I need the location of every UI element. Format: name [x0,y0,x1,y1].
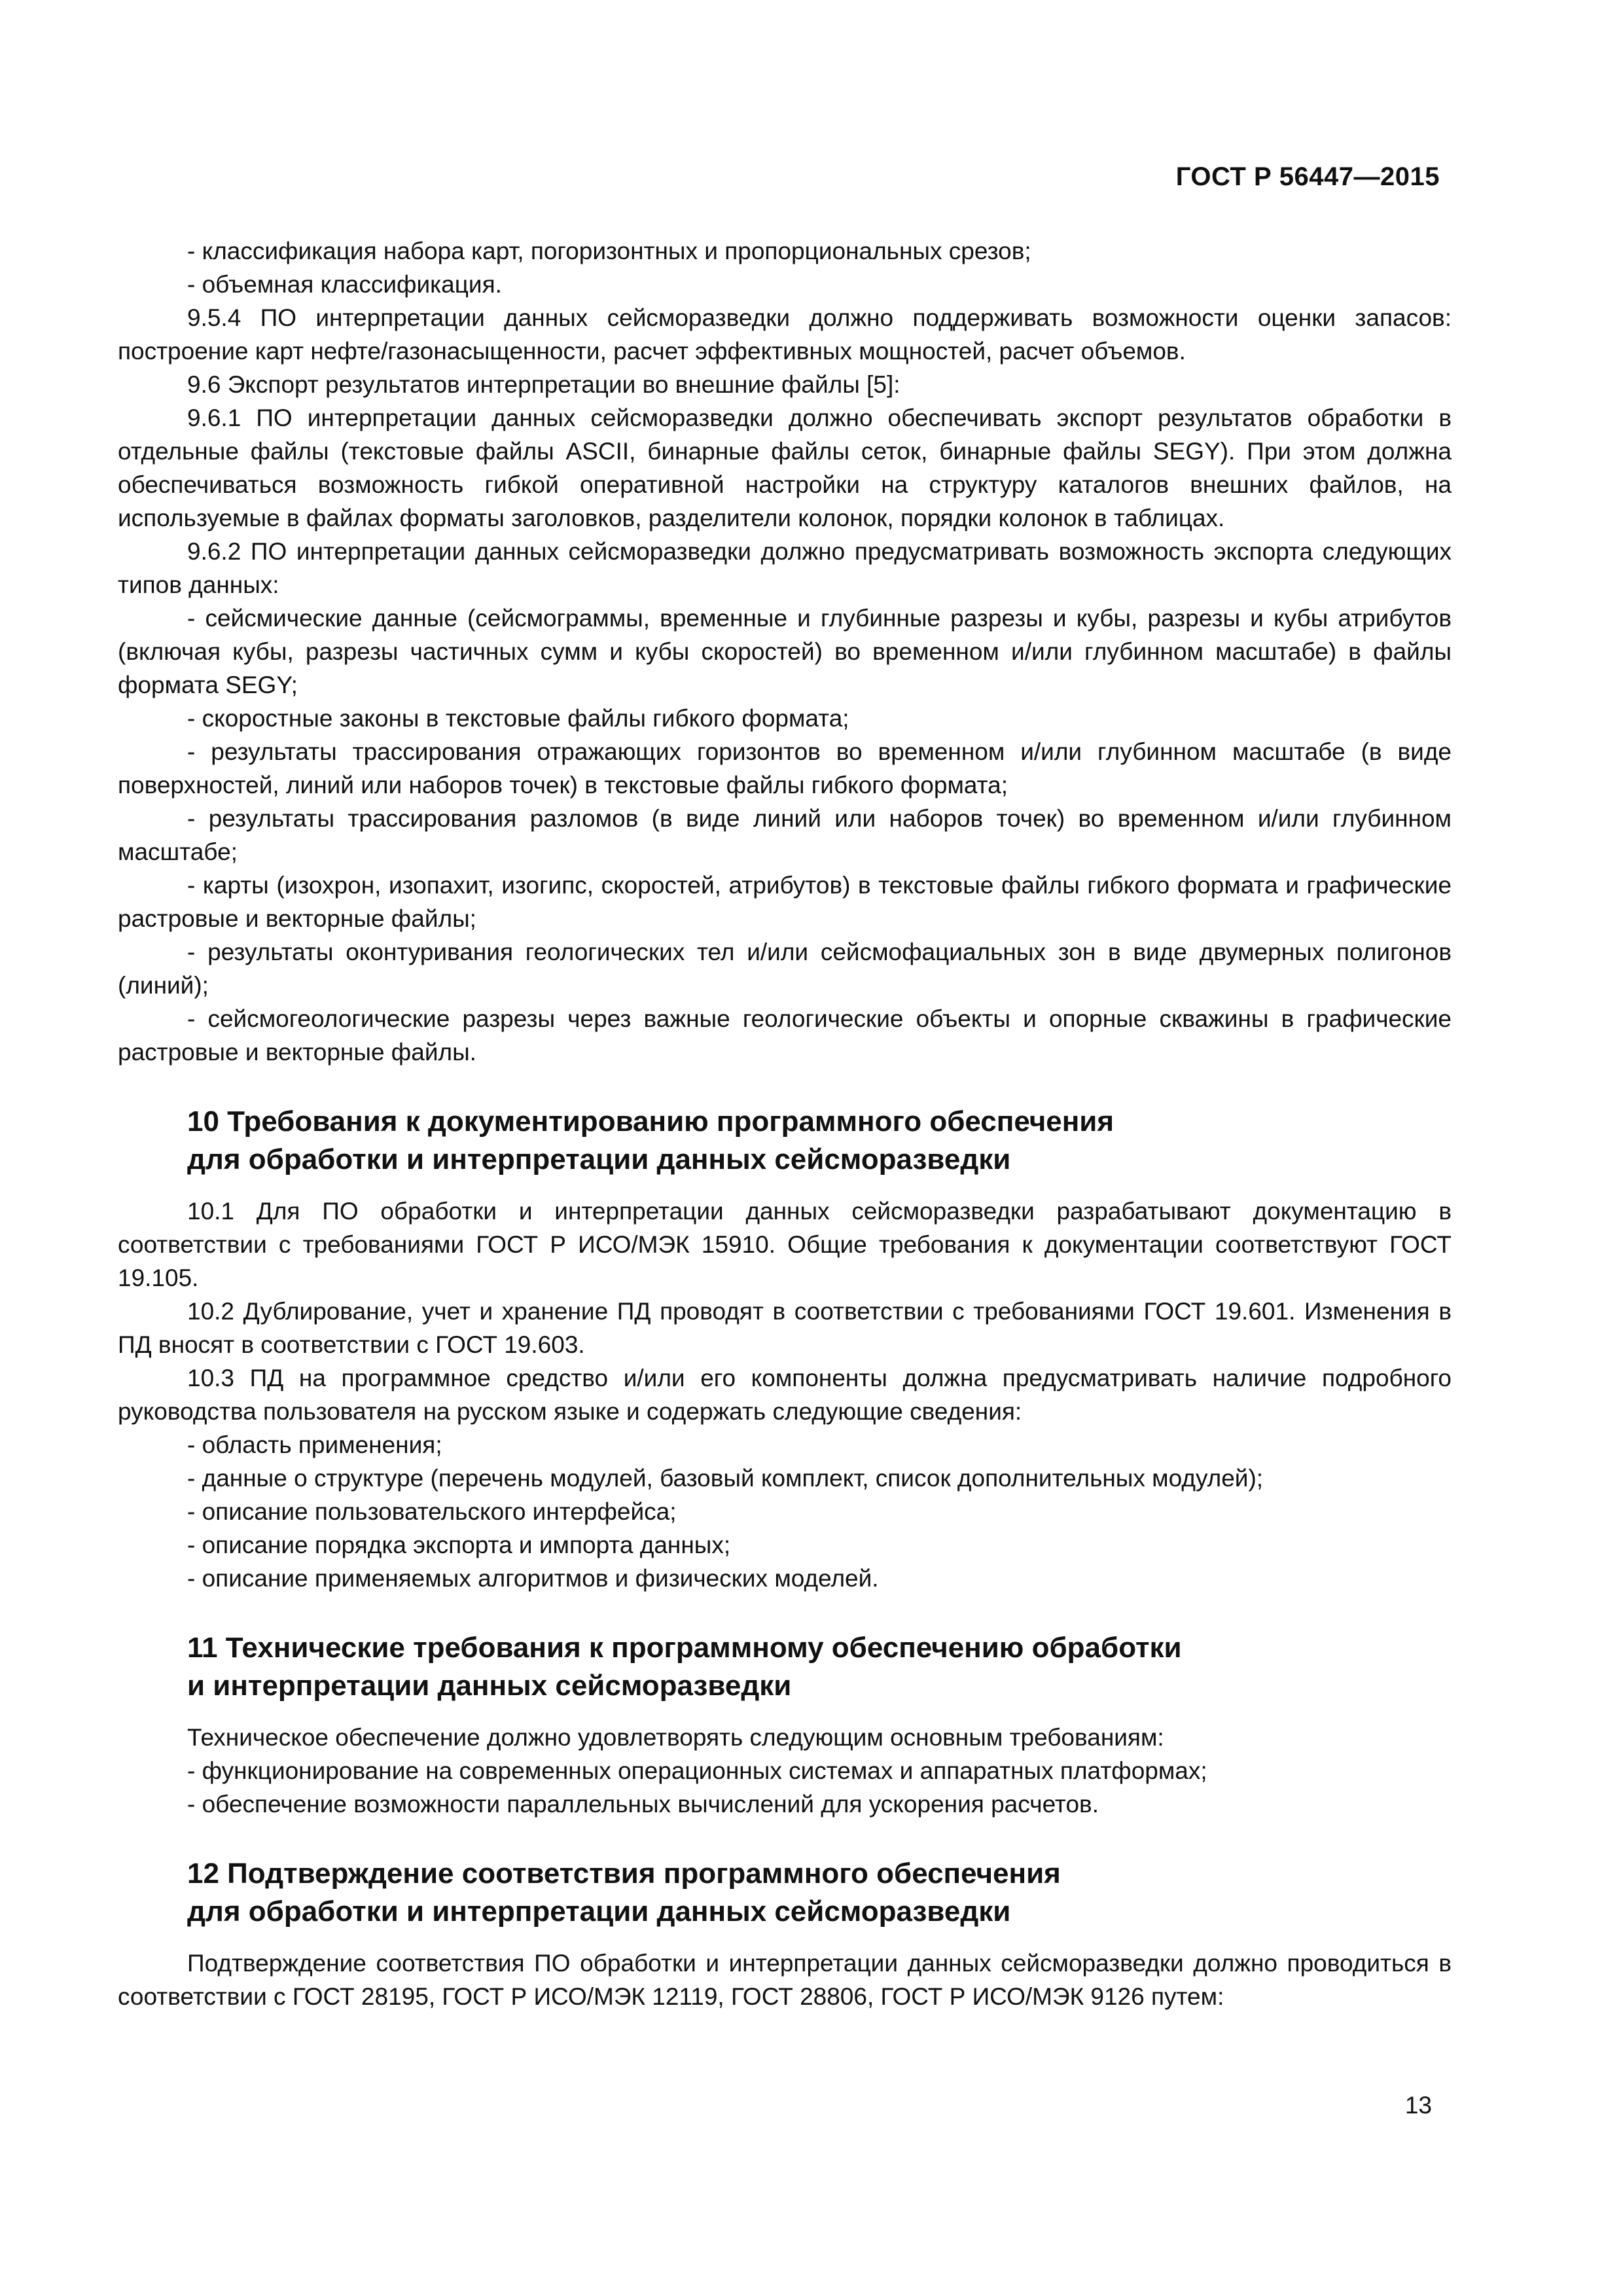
clause-9-6: 9.6 Экспорт результатов интерпретации во внешние файлы [5]: [187,371,901,398]
section-10-title-line-1: 10 Требования к документированию программного обеспечения [187,1105,1115,1138]
list-item: - функционирование на современных операционных системах и аппаратных платформах; [187,1757,1207,1784]
section-11-title-line-2: и интерпретации данных сейсморазведки [187,1670,792,1702]
list-item: - классификация набора карт, погоризонтных и пропорциональных срезов; [187,238,1031,264]
clause-10-2: 10.2 Дублирование, учет и хранение ПД проводят в соответствии с требованиями ГОСТ 19.601. Изменения в ПД вносят в соответствии с ГОСТ 19.603. [118,1298,1452,1358]
section-12-title-line-2: для обработки и интерпретации данных сейсморазведки [187,1895,1011,1928]
list-item: - результаты оконтуривания геологических тел и/или сейсмофациальных зон в виде двумерных полигонов (линий); [118,939,1452,999]
list-item: - область применения; [187,1431,442,1458]
list-item: - описание пользовательского интерфейса; [187,1498,677,1525]
clause-9-6-1: 9.6.1 ПО интерпретации данных сейсморазведки должно обеспечивать экспорт результатов обработки в отдельные файлы (текстовые файлы ASCII, бинарные файлы сеток, бинарные файлы SEGY). При этом должна обеспечиваться возможность гибкой оперативной настройки на структуру каталогов внешних файлов, на используемые в файлах форматы заголовков, разделители колонок, порядки колонок в таблицах. [118,404,1452,531]
list-item: - карты (изохрон, изопахит, изогипс, скоростей, атрибутов) в текстовые файлы гибкого формата и графические растровые и векторные файлы; [118,872,1452,932]
section-12-heading [118,1855,1452,1931]
list-item: - данные о структуре (перечень модулей, базовый комплект, список дополнительных модулей); [187,1465,1264,1492]
section-12-title-line-1: 12 Подтверждение соответствия программного обеспечения [187,1857,1061,1890]
list-item: - результаты трассирования отражающих горизонтов во временном и/или глубинном масштабе (в виде поверхностей, линий или наборов точек) в текстовые файлы гибкого формата; [118,738,1452,798]
page-content [118,234,1452,2013]
list-item: - сейсмогеологические разрезы через важные геологические объекты и опорные скважины в графические растровые и векторные файлы. [118,1005,1452,1066]
list-item: - результаты трассирования разломов (в виде линий или наборов точек) во временном и/или глубинном масштабе; [118,805,1452,865]
list-item: - сейсмические данные (сейсмограммы, временные и глубинные разрезы и кубы, разрезы и кубы атрибутов (включая кубы, разрезы частичных сумм и кубы скоростей) во временном и/или глубинном масштабе) в файлы формата SEGY; [118,605,1452,698]
section-12-paragraph: Подтверждение соответствия ПО обработки и интерпретации данных сейсморазведки должно проводиться в соответствии с ГОСТ 28195, ГОСТ Р ИСО/МЭК 12119, ГОСТ 28806, ГОСТ Р ИСО/МЭК 9126 путем: [118,1950,1452,2010]
list-item: - обеспечение возможности параллельных вычислений для ускорения расчетов. [187,1791,1099,1818]
section-11-title-line-1: 11 Технические требования к программному обеспечению обработки [187,1632,1182,1664]
clause-10-1: 10.1 Для ПО обработки и интерпретации данных сейсморазведки разрабатывают документацию в соответствии с требованиями ГОСТ Р ИСО/МЭК 15910. Общие требования к документации соответствуют ГОСТ 19.105. [118,1198,1452,1291]
section-11-intro: Техническое обеспечение должно удовлетворять следующим основным требованиям: [187,1724,1164,1751]
page-number: 13 [1404,2092,1432,2119]
document-id-header: ГОСТ Р 56447—2015 [1175,162,1440,191]
section-10-heading [118,1103,1452,1179]
section-11-heading [118,1629,1452,1705]
list-item: - объемная классификация. [187,271,502,298]
list-item: - описание применяемых алгоритмов и физических моделей. [187,1565,879,1592]
clause-9-5-4: 9.5.4 ПО интерпретации данных сейсморазведки должно поддерживать возможности оценки запасов: построение карт нефте/газонасыщенности, расчет эффективных мощностей, расчет объемов. [118,304,1452,365]
section-10-title-line-2: для обработки и интерпретации данных сейсморазведки [187,1143,1011,1175]
list-item: - скоростные законы в текстовые файлы гибкого формата; [187,705,849,732]
clause-10-3: 10.3 ПД на программное средство и/или его компоненты должна предусматривать наличие подробного руководства пользователя на русском языке и содержать следующие сведения: [118,1365,1452,1425]
clause-9-6-2: 9.6.2 ПО интерпретации данных сейсморазведки должно предусматривать возможность экспорта следующих типов данных: [118,538,1452,598]
list-item: - описание порядка экспорта и импорта данных; [187,1532,731,1558]
